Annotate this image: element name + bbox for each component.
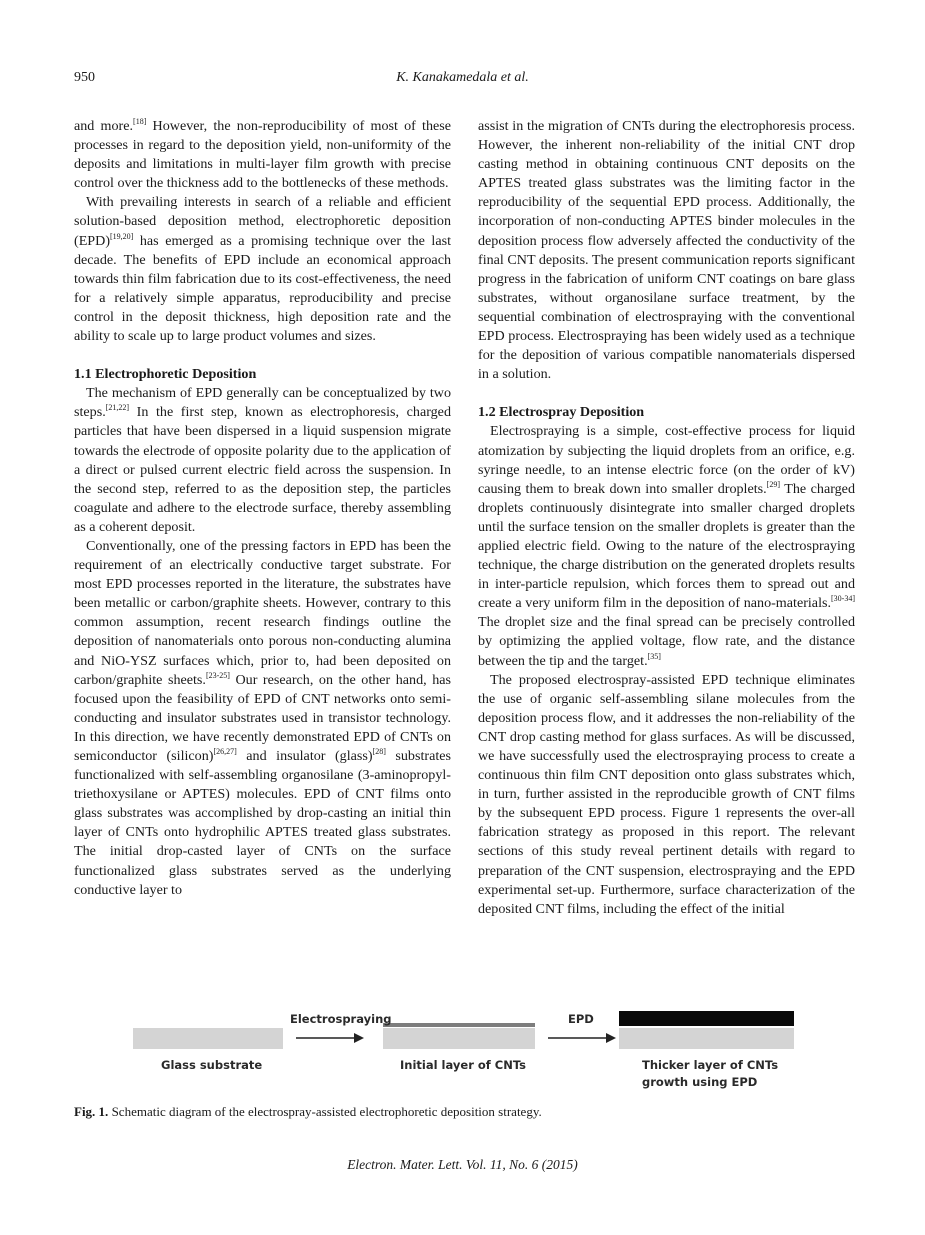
caption-label: Fig. 1. — [74, 1104, 109, 1119]
left-column — [74, 117, 451, 900]
label-thicker-layer: Thicker layer of CNTs — [642, 1058, 779, 1072]
paragraph: The mechanism of EPD generally can be conceptualized by two steps.[21,22] In the first step, known as electrophoresis, charged particles that have been dispersed in a liquid suspension migrate towards the electrode of opposite polarity due to the application of a direct or pulsed current electric field across the suspension. In the second step, referred to as the deposition step, the particles coagulate and adhere to the electrode surface, thereby assembling as a coherent deposit. — [74, 385, 451, 535]
journal-footer: Electron. Mater. Lett. Vol. 11, No. 6 (2015) — [347, 1157, 578, 1172]
label-epd: EPD — [568, 1012, 594, 1026]
label-growth-epd: growth using EPD — [642, 1075, 758, 1089]
paragraph: and more.[18] However, the non-reproducibility of most of these processes in regard to the deposition yield, non-uniformity of the deposits and limitations in multi-layer film growth with precise control over the thickness add to the bottlenecks of these methods. — [74, 117, 451, 192]
section-heading: 1.2 Electrospray Deposition — [478, 404, 645, 421]
final-substrate-shape — [619, 1028, 794, 1049]
citation: [30-34] — [831, 594, 855, 604]
paragraph: assist in the migration of CNTs during the electrophoresis process. However, the inherent non-reliability of the initial CNT drop casting method in obtaining continuous CNT deposits on the APTES treated glass substrates was the limiting factor in the reproducibility of the sequential EPD process. Additionally, the incorporation of non-conducting APTES binder molecules in the deposition process flow adversely affected the conductivity of the final CNT deposits. The present communication reports significant progress in the fabrication of uniform CNT coatings on bare glass substrates, without organosilane surface treatment, by the sequential combination of electrospraying with the conventional EPD process. Electrospraying has been widely used as a technique for the deposition of various compatible nanomaterials dispersed in a solution. — [478, 118, 855, 383]
initial-cnt-layer — [383, 1023, 535, 1027]
citation: [35] — [647, 651, 661, 661]
running-head: K. Kanakamedala et al. — [396, 70, 529, 85]
citation: [23-25] — [205, 670, 230, 680]
citation: [21,22] — [105, 403, 130, 413]
section-heading: 1.1 Electrophoretic Deposition — [74, 366, 257, 383]
paragraph: Conventionally, one of the pressing factors in EPD has been the requirement of an electrically conductive target substrate. For most EPD processes reported in the literature, the substrates have been metallic or carbon/graphite sheets. However, contrary to this common assumption, recent research findings outline the deposition of nanomaterials onto porous non-conducting alumina and NiO-YSZ surfaces which, prior to, had been deposited on carbon/graphite sheets.[23-25] Our research, on the other hand, has focused upon the feasibility of EPD of CNT networks onto semi-conducting and insulator substrates used in transistor technology. In this direction, we have recently demonstrated EPD of CNTs on semiconductor (silicon)[26,27] and insulator (glass)[28] substrates functionalized with self-assembling organosilane (3-aminopropyl-triethoxysilane or APTES) molecules. EPD of CNT films onto glass substrates was accomplished by drop-casting an initial thin layer of CNTs onto hydrophilic APTES treated glass substrates. The initial drop-casted layer of CNTs on the surface functionalized glass substrates served as the underlying conductive layer to — [74, 537, 451, 898]
arrowhead-electrospraying — [354, 1033, 364, 1043]
citation: [19,20] — [110, 231, 134, 241]
page-number: 950 — [74, 70, 95, 85]
citation: [26,27] — [213, 747, 237, 756]
schematic-diagram — [0, 1005, 925, 1100]
paragraph: The proposed electrospray-assisted EPD technique eliminates the use of organic self-assembling silane molecules from the deposition process flow, and it addresses the non-reliability of the CNT drop casting method for glass surfaces. As will be discussed, we have successfully used the electrospraying process to create a continuous thin film CNT deposition onto glass substrates which, in turn, further assisted in the reproducible growth of CNT films by the subsequent EPD process. Figure 1 represents the over-all fabrication strategy as proposed in this report. The relevant sections of this study reveal pertinent details with regard to preparation of the CNT suspension, electrospraying and the EPD experimental set-up. Furthermore, surface characterization of the deposited CNT films, including the effect of the initial — [478, 671, 855, 917]
paragraph: With prevailing interests in search of a reliable and efficient solution-based deposition method, electrophoretic deposition (EPD)[19,20] has emerged as a promising technique over the last decade. The benefits of EPD include an economical approach towards thin film fabrication due to its cost-effectiveness, the need for a relatively simple apparatus, reproducibility and precise control in the deposit thickness, high deposition rate and the ability to scale up to large product volumes and sizes. — [74, 194, 451, 345]
citation: [18] — [133, 117, 147, 126]
figure-1 — [0, 1005, 925, 1100]
arrowhead-epd — [606, 1033, 616, 1043]
thick-cnt-layer — [619, 1011, 794, 1026]
label-electrospraying: Electrospraying — [290, 1012, 392, 1026]
initial-substrate-shape — [383, 1028, 535, 1049]
citation: [28] — [372, 747, 386, 756]
label-glass-substrate: Glass substrate — [161, 1058, 263, 1072]
right-column — [478, 117, 855, 919]
glass-substrate-shape — [133, 1028, 283, 1049]
citation: [29] — [766, 479, 780, 489]
paragraph: Electrospraying is a simple, cost-effective process for liquid atomization by subjecting the liquid droplets from an orifice, e.g. syringe needle, to an intense electric force (on the order of kV) causing them to break down into smaller droplets.[29] The charged droplets continuously disintegrate into smaller charged droplets until the surface tension on the smaller droplets is greater than the applied electric field. Owing to the nature of the electrospraying technique, the charge distribution on the generated droplets results in inter-particle repulsion, which forces them to spread out and create a very uniform film in the deposition of nano-materials.[30-34] The droplet size and the final spread can be precisely controlled by optimizing the applied voltage, flow rate, and the distance between the tip and the target.[35] — [478, 423, 855, 669]
label-initial-layer: Initial layer of CNTs — [400, 1058, 527, 1072]
caption-text: Schematic diagram of the electrospray-assisted electrophoretic deposition strategy. — [108, 1104, 542, 1119]
figure-caption — [74, 1104, 542, 1120]
